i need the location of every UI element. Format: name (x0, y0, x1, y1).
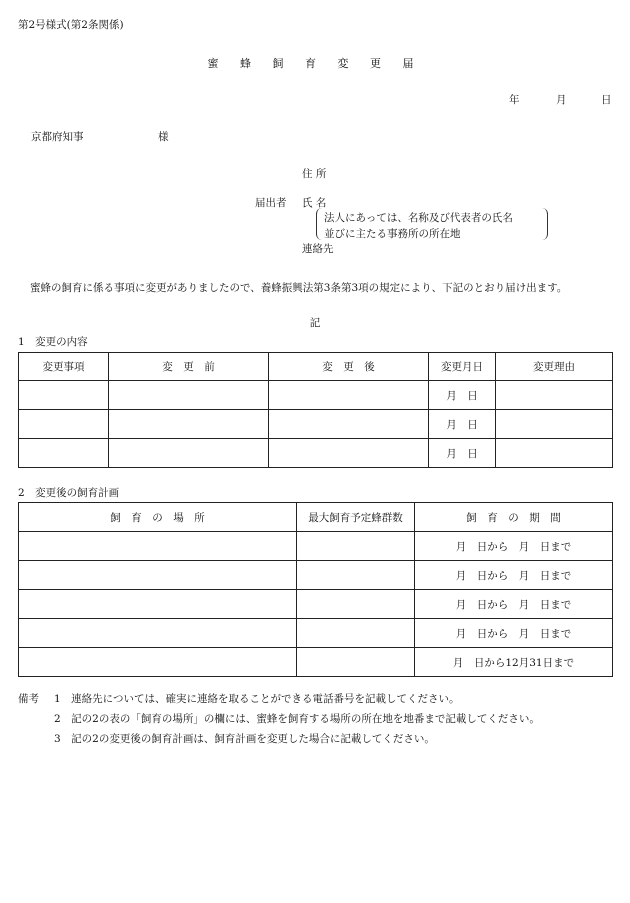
change-date-cell[interactable]: 月 日 (429, 439, 496, 468)
table-row (19, 381, 613, 410)
name-label: 氏 名 (302, 197, 327, 209)
notes-label: 備考 (18, 693, 39, 705)
max-colonies-cell[interactable] (297, 619, 415, 648)
date-year-label: 年 (509, 94, 520, 106)
section-2-title: 2 変更後の飼育計画 (18, 487, 120, 499)
location-cell[interactable] (19, 619, 297, 648)
honorific: 様 (158, 131, 169, 143)
location-cell[interactable] (19, 648, 297, 677)
after-cell[interactable] (269, 381, 429, 410)
period-cell[interactable]: 月 日から 月 日まで (415, 561, 613, 590)
header-change-item: 変更事項 (19, 353, 109, 381)
address-label: 住 所 (302, 168, 327, 180)
form-number: 第2号様式(第2条関係) (18, 19, 124, 31)
header-period: 飼 育 の 期 間 (415, 503, 613, 532)
table-row (19, 561, 613, 590)
header-after: 変 更 後 (269, 353, 429, 381)
period-cell[interactable]: 月 日から 月 日まで (415, 619, 613, 648)
period-cell[interactable]: 月 日から 月 日まで (415, 590, 613, 619)
contact-label: 連絡先 (302, 243, 334, 255)
note-item: 3 記の2の変更後の飼育計画は、飼育計画を変更した場合に記載してください。 (54, 733, 435, 745)
change-details-table (18, 352, 613, 468)
table-row (19, 619, 613, 648)
before-cell[interactable] (109, 439, 269, 468)
change-item-cell[interactable] (19, 439, 109, 468)
table-row (19, 439, 613, 468)
date-day-label: 日 (601, 94, 612, 106)
header-before: 変 更 前 (109, 353, 269, 381)
change-reason-cell[interactable] (496, 410, 613, 439)
max-colonies-cell[interactable] (297, 561, 415, 590)
header-change-date: 変更月日 (429, 353, 496, 381)
breeding-plan-table (18, 502, 613, 677)
ki-heading: 記 (309, 317, 321, 329)
before-cell[interactable] (109, 381, 269, 410)
document-title: 蜜 蜂 飼 育 変 更 届 (207, 57, 423, 70)
max-colonies-cell[interactable] (297, 590, 415, 619)
corporate-note-line-2: 並びに主たる事務所の所在地 (324, 228, 461, 240)
header-change-reason: 変更理由 (496, 353, 613, 381)
change-item-cell[interactable] (19, 381, 109, 410)
section-1-title: 1 変更の内容 (18, 336, 88, 348)
note-item: 2 記の2の表の「飼育の場所」の欄には、蜜蜂を飼育する場所の所在地を地番まで記載してください。 (54, 713, 540, 725)
change-item-cell[interactable] (19, 410, 109, 439)
after-cell[interactable] (269, 410, 429, 439)
body-text: 蜜蜂の飼育に係る事項に変更がありましたので、養蜂振興法第3条第3項の規定により、下記のとおり届け出ます。 (30, 282, 568, 294)
max-colonies-cell[interactable] (297, 648, 415, 677)
max-colonies-cell[interactable] (297, 532, 415, 561)
header-max-colonies: 最大飼育予定蜂群数 (297, 503, 415, 532)
table-row (19, 532, 613, 561)
addressee: 京都府知事 (31, 131, 84, 143)
change-date-cell[interactable]: 月 日 (429, 410, 496, 439)
change-date-cell[interactable]: 月 日 (429, 381, 496, 410)
location-cell[interactable] (19, 532, 297, 561)
corporate-note-line-1: 法人にあっては、名称及び代表者の氏名 (324, 212, 513, 224)
before-cell[interactable] (109, 410, 269, 439)
location-cell[interactable] (19, 590, 297, 619)
note-item: 1 連絡先については、確実に連絡を取ることができる電話番号を記載してください。 (54, 693, 460, 705)
after-cell[interactable] (269, 439, 429, 468)
table-row (19, 590, 613, 619)
date-month-label: 月 (556, 94, 567, 106)
table-row (19, 410, 613, 439)
change-reason-cell[interactable] (496, 381, 613, 410)
header-location: 飼 育 の 場 所 (19, 503, 297, 532)
period-cell-last[interactable]: 月 日から12月31日まで (415, 648, 613, 677)
change-reason-cell[interactable] (496, 439, 613, 468)
table-row (19, 648, 613, 677)
location-cell[interactable] (19, 561, 297, 590)
period-cell[interactable]: 月 日から 月 日まで (415, 532, 613, 561)
table-header-row (19, 353, 613, 381)
applicant-label: 届出者 (255, 197, 287, 209)
table-header-row (19, 503, 613, 532)
